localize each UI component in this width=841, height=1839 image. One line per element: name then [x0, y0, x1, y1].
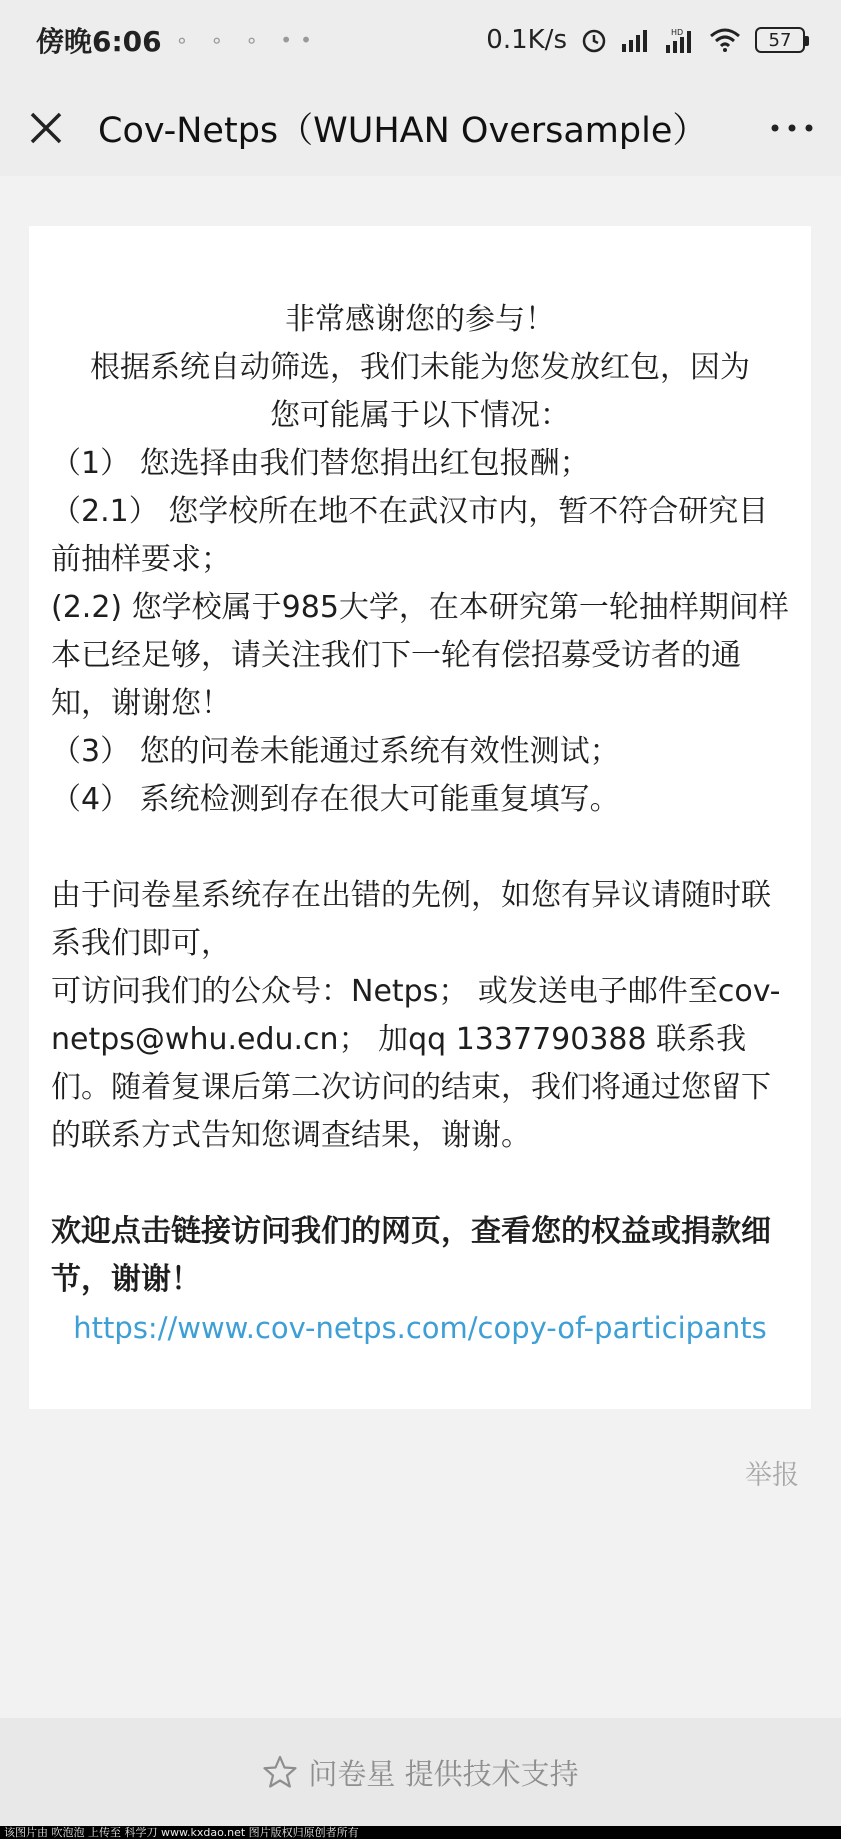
- close-icon[interactable]: [24, 106, 68, 150]
- network-speed: 0.1K/s: [486, 25, 567, 55]
- thanks-line: 非常感谢您的参与！: [285, 302, 555, 337]
- alarm-icon: [581, 27, 607, 53]
- spacer: [51, 824, 789, 872]
- nav-bar: [0, 80, 841, 176]
- reason-item-4: （4） 系统检测到存在很大可能重复填写。: [51, 782, 620, 817]
- status-right: [486, 25, 805, 55]
- message-card: [29, 226, 811, 1409]
- battery-icon: 57: [755, 27, 805, 53]
- watermark: 该图片由 吹泡泡 上传至 科学刀 www.kxdao.net 图片版权归原创者所有: [0, 1826, 841, 1839]
- signal-icon: [621, 28, 651, 52]
- reason-line-1: 根据系统自动筛选，我们未能为您发放红包，因为: [90, 350, 750, 385]
- signal-hd-icon: [665, 27, 695, 53]
- footer: [0, 1718, 841, 1826]
- reason-line-2: 您可能属于以下情况：: [270, 398, 570, 433]
- reason-item-2-2: (2.2) 您学校属于985大学，在本研究第一轮抽样期间样本已经足够，请关注我们下一轮有偿招募受访者的通知，谢谢您！: [51, 590, 789, 721]
- reason-item-2-1: （2.1） 您学校所在地不在武汉市内，暂不符合研究目前抽样要求；: [51, 494, 769, 577]
- page-title: Cov-Netps（WUHAN Oversample）: [98, 111, 708, 151]
- status-bar: [0, 0, 841, 80]
- reason-item-3: （3） 您的问卷未能通过系统有效性测试；: [51, 734, 620, 769]
- svg-text:HD: HD: [671, 28, 684, 37]
- objection-text: 由于问卷星系统存在出错的先例，如您有异议请随时联系我们即可，: [51, 878, 771, 961]
- status-left: [36, 20, 320, 60]
- wifi-icon: [709, 28, 741, 52]
- status-time: 傍晚6:06: [36, 25, 162, 58]
- notification-dots: ∘ ∘ ∘ ••: [175, 28, 320, 52]
- welcome-text: 欢迎点击链接访问我们的网页，查看您的权益或捐款细节，谢谢！: [51, 1214, 771, 1297]
- report-link[interactable]: 举报: [745, 1460, 799, 1491]
- star-icon: [262, 1754, 298, 1790]
- participants-link[interactable]: https://www.cov-netps.com/copy-of-participants: [73, 1311, 767, 1345]
- footer-label: 问卷星 提供技术支持: [308, 1756, 579, 1791]
- spacer: [51, 1160, 789, 1208]
- more-options-icon[interactable]: [767, 118, 817, 138]
- reason-item-1: （1） 您选择由我们替您捐出红包报酬；: [51, 446, 590, 481]
- contact-text: 可访问我们的公众号：Netps； 或发送电子邮件至cov-netps@whu.edu.cn； 加qq 1337790388 联系我们。随着复课后第二次访问的结束，我们将通过您留下的联系方式告知您调查结果，谢谢。: [51, 974, 781, 1153]
